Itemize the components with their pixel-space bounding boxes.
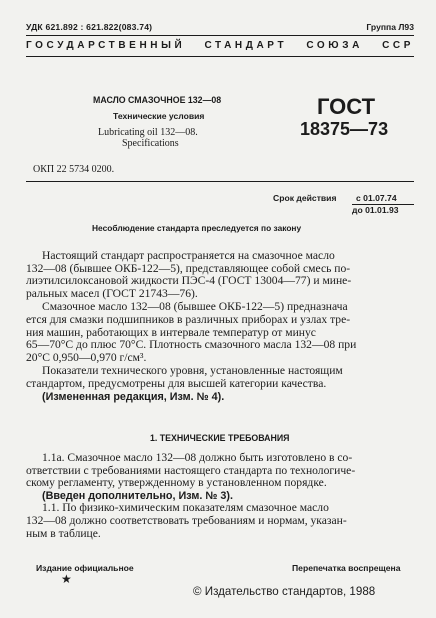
header-rule-top	[26, 35, 414, 36]
text-line: 132—08 должно соответствовать требованиям и нормам, указан-	[26, 513, 347, 527]
official-edition: Издание официальное	[36, 563, 134, 573]
text-line: ответствии с требованиями настоящего стандарта по технологиче-	[26, 463, 356, 477]
gost-number: 18375—73	[300, 119, 389, 139]
clause-1-1	[26, 502, 416, 540]
text-line: ным в таблице.	[26, 526, 101, 540]
text-line: 65—70°С до плюс 70°С. Плотность смазочного масла 132—08 при	[26, 338, 357, 352]
text-line: скому регламенту, утвержденному в установленном порядке.	[26, 476, 327, 490]
group-code: Группа Л93	[366, 22, 414, 32]
title-rule	[26, 181, 414, 182]
validity-to: до 01.01.93	[352, 205, 399, 215]
text-line: 1.1а. Смазочное масло 132—08 должно быть изготовлено в со-	[42, 451, 353, 464]
star-icon: ★	[61, 572, 72, 586]
gost-label: ГОСТ	[317, 94, 376, 119]
text-line: 20°С 0,950—0,970 г/см³.	[26, 350, 147, 364]
law-warning: Несоблюдение стандарта преследуется по закону	[92, 223, 302, 233]
intro-text	[26, 250, 416, 403]
publisher-copyright: © Издательство стандартов, 1988	[193, 585, 376, 598]
okp-code: ОКП 22 5734 0200.	[33, 164, 115, 175]
header-rule-bottom	[26, 56, 414, 57]
reprint-prohibited: Перепечатка воспрещена	[292, 563, 401, 573]
text-line: Смазочное масло 132—08 (бывшее ОКБ-122—5) предназнача	[42, 300, 348, 314]
product-name-ru: МАСЛО СМАЗОЧНОЕ 132—08	[93, 95, 222, 105]
section-heading: 1. ТЕХНИЧЕСКИЕ ТРЕБОВАНИЯ	[150, 433, 290, 443]
section1-text	[26, 452, 416, 540]
clause-1-1a-note: (Введен дополнительно, Изм. № 3).	[42, 489, 233, 502]
standard-org-title: ГОСУДАРСТВЕННЫЙ СТАНДАРТ СОЮЗА ССР	[26, 40, 414, 51]
amendment-note: (Измененная редакция, Изм. № 4).	[42, 390, 225, 403]
validity-label: Срок действия	[273, 193, 337, 203]
product-subtitle-ru: Технические условия	[113, 111, 205, 121]
clause-1-1a	[26, 452, 416, 490]
intro-paragraph-2	[26, 301, 416, 364]
text-line: 1.1. По физико-химическим показателям смазочное масло	[42, 501, 329, 515]
text-line: 132—08 (бывшее ОКБ-122—5), представляющее собой смесь по-	[26, 261, 351, 275]
text-line: лиэтилсилоксановой жидкости ПЭС-4 (ГОСТ 13004—77) и мине-	[26, 274, 352, 288]
validity-from: с 01.07.74	[356, 193, 397, 203]
product-subtitle-en: Specifications	[122, 138, 179, 149]
udk-code: УДК 621.892 : 621.822(083.74)	[26, 22, 153, 32]
text-line: ется для смазки подшипников в различных приборах и узлах тре-	[26, 312, 351, 326]
intro-paragraph-3	[26, 365, 416, 390]
text-line: ральных масел (ГОСТ 21743—76).	[26, 286, 198, 300]
product-name-en: Lubricating oil 132—08.	[98, 127, 198, 138]
text-line: Настоящий стандарт распространяется на смазочное масло	[42, 249, 335, 262]
intro-paragraph-1	[26, 250, 416, 300]
text-line: ния машин, работающих в интервале температур от минус	[26, 325, 316, 339]
text-line: Показатели технического уровня, установленные настоящим	[42, 364, 343, 378]
text-line: стандартом, предусмотрены для высшей категории качества.	[26, 376, 327, 390]
